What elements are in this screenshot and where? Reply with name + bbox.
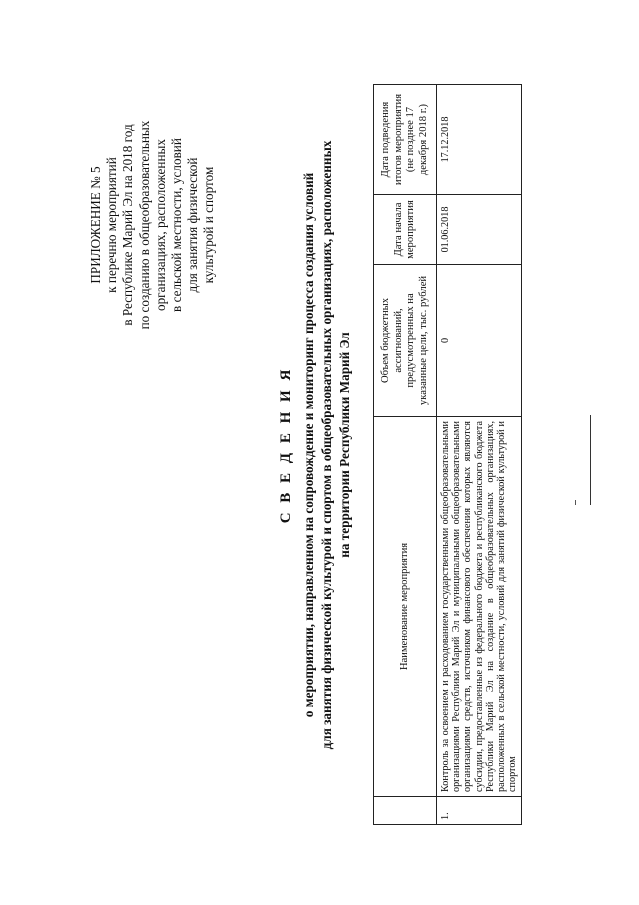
subtitle-line: о мероприятии, направленном на сопровождение и мониторинг процесса создания условий <box>301 172 316 718</box>
header-number <box>374 797 437 825</box>
subtitle-line: на территории Республики Марий Эл <box>337 332 352 558</box>
document-subtitle <box>300 55 354 835</box>
row-event-name: Контроль за освоением и расходованием государственными общеобразовательными организациями Республики Марий Эл и муниципальными общеобразовательными организациями средств, источником финансового обеспечения которых являются субсидии, предоставленные из федерального бюджета и республиканского бюджета Республики Марий Эл на создание в общеобразовательных организациях, расположенных в сельской местности, условий для занятий физической культурой и спортом <box>437 417 522 797</box>
appendix-line: в Республике Марий Эл на 2018 год <box>120 124 136 326</box>
closing-line <box>590 415 591 505</box>
appendix-block <box>88 65 218 385</box>
events-table <box>373 84 522 825</box>
appendix-line: ПРИЛОЖЕНИЕ № 5 <box>88 166 103 284</box>
header-end-date: Дата подведения итогов мероприятия (не позднее 17 декабря 2018 г.) <box>374 85 437 195</box>
appendix-line: для занятия физической <box>185 157 201 293</box>
row-start-date: 01.06.2018 <box>437 195 522 265</box>
table-row <box>437 85 522 825</box>
appendix-line: к перечню мероприятий <box>104 157 120 293</box>
table-header-row <box>374 85 437 825</box>
appendix-line: по созданию в общеобразовательных <box>136 120 152 330</box>
appendix-line: в сельской местности, условий <box>169 138 185 312</box>
mark <box>575 500 576 505</box>
row-end-date: 17.12.2018 <box>437 85 522 195</box>
appendix-line: культурой и спортом <box>201 166 217 284</box>
appendix-line: организациях, расположенных <box>152 139 168 311</box>
document-title: С В Е Д Е Н И Я <box>278 366 294 524</box>
header-start-date: Дата начала мероприятия <box>374 195 437 265</box>
header-event-name: Наименование мероприятия <box>374 417 437 797</box>
subtitle-line: для занятия физической культурой и спортом в общеобразовательных организациях, расположенных <box>319 140 334 750</box>
rotated-content <box>70 55 630 835</box>
header-budget-amount: Объем бюджетных ассигнований, предусмотренных на указанные цели, тыс. рублей <box>374 265 437 417</box>
row-budget-amount: 0 <box>437 265 522 417</box>
row-number: 1. <box>437 797 522 825</box>
